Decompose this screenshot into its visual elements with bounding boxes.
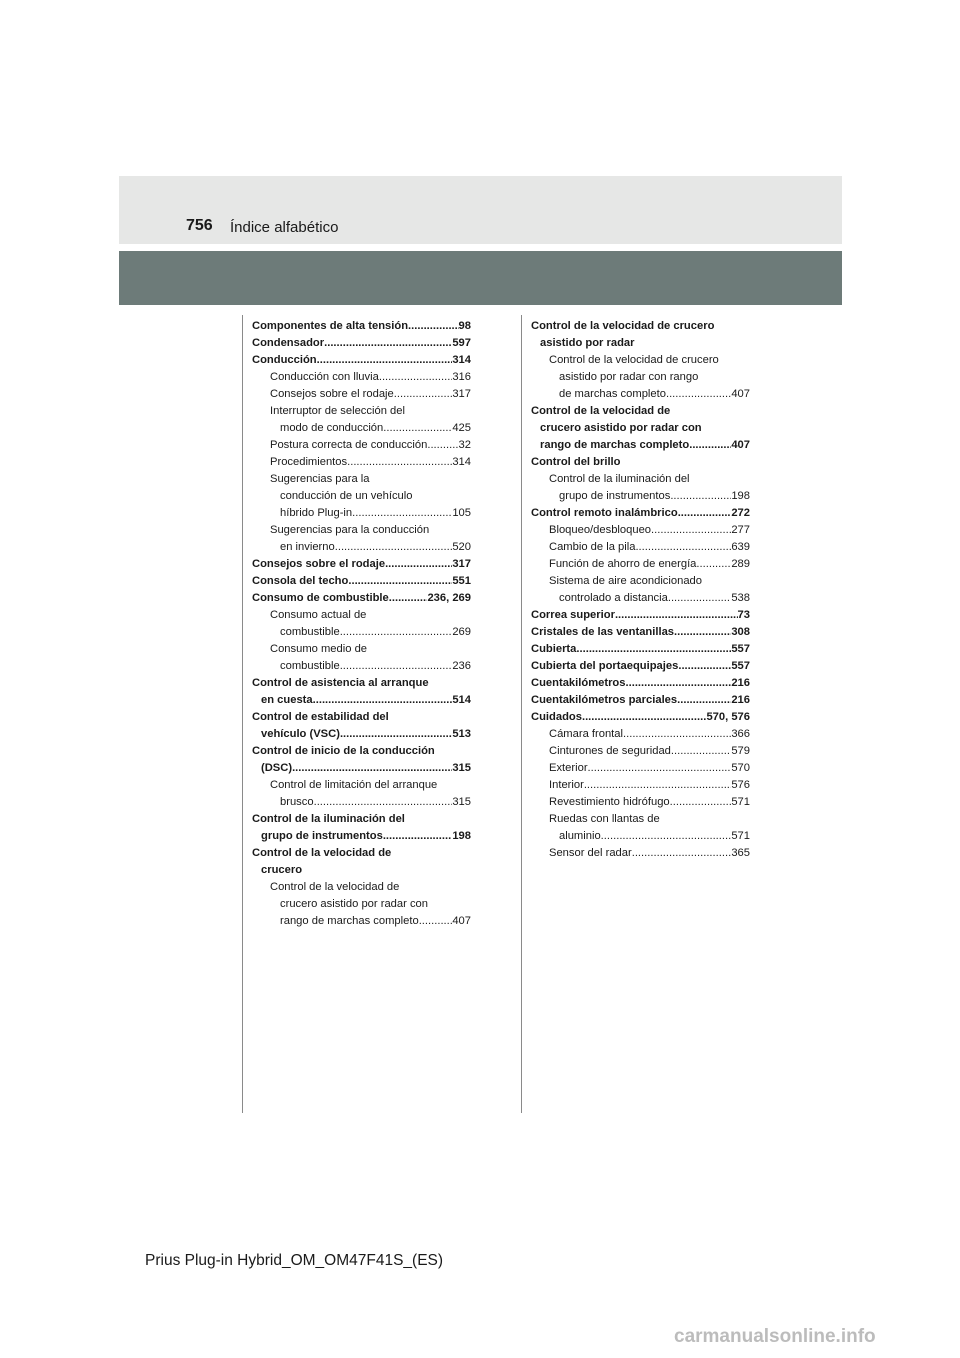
index-entry (252, 658, 471, 675)
dot-leader (389, 590, 428, 607)
index-entry-text: Cuidados (531, 711, 582, 723)
index-entry: conducción de un vehículo (280, 490, 413, 502)
index-entry: Control de la velocidad de (252, 847, 392, 859)
index-entry (531, 828, 750, 845)
index-entry-text: en cuesta (261, 694, 313, 706)
index-entry-text: en invierno (280, 541, 335, 553)
index-entry: Control de la velocidad de crucero (549, 354, 719, 366)
index-entry-page: 571 (731, 796, 750, 808)
index-entry (531, 539, 750, 556)
dot-leader (601, 828, 732, 845)
dot-leader (678, 505, 732, 522)
index-entry-page: 98 (458, 320, 471, 332)
left-column-rule (242, 315, 243, 1113)
index-entry-text: Control remoto inalámbrico (531, 507, 678, 519)
index-entry-text: aluminio (559, 830, 601, 842)
index-entry (252, 318, 471, 335)
index-entry (252, 386, 471, 403)
index-entry-page: 277 (731, 524, 750, 536)
dot-leader (677, 692, 731, 709)
index-entry-page: 407 (731, 388, 750, 400)
dot-leader (635, 539, 731, 556)
index-entry: crucero (261, 864, 303, 876)
dot-leader (379, 369, 452, 386)
index-entry-page: 514 (452, 694, 471, 706)
index-entry (252, 369, 471, 386)
index-entry-page: 579 (731, 745, 750, 757)
dot-leader (292, 760, 452, 777)
index-entry-page: 557 (731, 660, 750, 672)
index-entry (531, 709, 750, 726)
dot-leader (383, 420, 452, 437)
dot-leader (671, 743, 731, 760)
right-column-rule (521, 315, 522, 1113)
index-entry-page: 365 (731, 847, 750, 859)
index-entry-text: Cámara frontal (549, 728, 623, 740)
index-entry-text: brusco (280, 796, 314, 808)
index-entry-page: 236 (452, 660, 471, 672)
dot-leader (678, 658, 731, 675)
index-entry (531, 845, 750, 862)
index-entry-text: combustible (280, 626, 340, 638)
index-entry-page: 315 (452, 796, 471, 808)
dot-leader (670, 794, 732, 811)
index-entry (252, 539, 471, 556)
index-entry: Control de la velocidad de crucero (531, 320, 715, 332)
index-entry (531, 675, 750, 692)
header-band (119, 176, 842, 244)
index-entry-text: vehículo (VSC) (261, 728, 340, 740)
index-entry-text: Consejos sobre el rodaje (270, 388, 394, 400)
index-entry-page: 557 (731, 643, 750, 655)
index-entry-text: Cambio de la pila (549, 541, 636, 553)
index-entry-text: híbrido Plug-in (280, 507, 353, 519)
index-entry (252, 624, 471, 641)
index-entry-page: 425 (452, 422, 471, 434)
index-entry-page: 597 (452, 337, 471, 349)
index-entry: Control de la velocidad de (531, 405, 671, 417)
index-entry-page: 551 (452, 575, 471, 587)
index-entry (252, 692, 471, 709)
index-entry: Control de estabilidad del (252, 711, 389, 723)
header-dark-band (119, 251, 842, 305)
dot-leader (385, 556, 452, 573)
index-entry-page: 570, 576 (706, 711, 750, 723)
section-title: Índice alfabético (230, 219, 339, 236)
dot-leader (314, 794, 453, 811)
index-entry-page: 407 (731, 439, 750, 451)
index-entry: crucero asistido por radar con (540, 422, 702, 434)
index-entry-page: 317 (452, 388, 471, 400)
index-entry (252, 828, 471, 845)
index-entry-text: Condensador (252, 337, 325, 349)
index-entry-text: Procedimientos (270, 456, 348, 468)
index-entry-text: Exterior (549, 762, 588, 774)
index-entry (252, 437, 471, 454)
index-entry (252, 556, 471, 573)
dot-leader (419, 913, 453, 930)
dot-leader (674, 624, 731, 641)
index-entry-page: 407 (452, 915, 471, 927)
index-entry-text: Sensor del radar (549, 847, 632, 859)
index-entry-page: 272 (731, 507, 750, 519)
index-entry-text: Consumo de combustible (252, 592, 389, 604)
index-entry (531, 505, 750, 522)
index-entry-text: de marchas completo (559, 388, 666, 400)
dot-leader (324, 335, 452, 352)
index-entry-page: 105 (452, 507, 471, 519)
watermark: carmanualsonline.info (674, 1326, 876, 1347)
index-entry (531, 488, 750, 505)
dot-leader (335, 539, 453, 556)
dot-leader (632, 845, 732, 862)
index-entry-page: 570 (731, 762, 750, 774)
dot-leader (340, 726, 452, 743)
index-entry: Ruedas con llantas de (549, 813, 660, 825)
index-entry-page: 520 (452, 541, 471, 553)
index-column-left (252, 318, 471, 930)
footer-document-id: Prius Plug-in Hybrid_OM_OM47F41S_(ES) (145, 1252, 444, 1269)
index-entry: asistido por radar (540, 337, 635, 349)
index-entry-text: rango de marchas completo (280, 915, 419, 927)
dot-leader (394, 386, 453, 403)
index-entry-page: 308 (731, 626, 750, 638)
index-entry-page: 289 (731, 558, 750, 570)
dot-leader (670, 488, 731, 505)
index-entry (252, 335, 471, 352)
index-entry: Control de la velocidad de (270, 881, 400, 893)
index-entry-text: Bloqueo/desbloqueo (549, 524, 652, 536)
dot-leader (576, 641, 731, 658)
index-entry (252, 760, 471, 777)
index-entry (531, 794, 750, 811)
index-entry: Sugerencias para la conducción (270, 524, 430, 536)
index-entry-text: Interior (549, 779, 584, 791)
index-entry: Control de la iluminación del (252, 813, 405, 825)
index-entry (531, 726, 750, 743)
index-entry (531, 556, 750, 573)
index-entry-page: 571 (731, 830, 750, 842)
index-entry (531, 777, 750, 794)
index-entry-text: Cubierta (531, 643, 577, 655)
index-entry-text: Cuentakilómetros parciales (531, 694, 678, 706)
dot-leader (626, 675, 732, 692)
index-entry-text: Postura correcta de conducción (270, 439, 428, 451)
index-entry (252, 352, 471, 369)
index-entry (252, 726, 471, 743)
index-entry-text: Revestimiento hidrófugo (549, 796, 670, 808)
index-entry-text: rango de marchas completo (540, 439, 690, 451)
dot-leader (427, 437, 458, 454)
index-entry-text: Cuentakilómetros (531, 677, 626, 689)
index-entry (531, 437, 750, 454)
index-entry-text: combustible (280, 660, 340, 672)
index-entry (252, 505, 471, 522)
index-entry (531, 658, 750, 675)
index-entry-page: 73 (737, 609, 750, 621)
index-entry-text: Componentes de alta tensión (252, 320, 409, 332)
index-column-right (531, 318, 750, 862)
index-entry-page: 315 (452, 762, 471, 774)
index-entry: Consumo actual de (270, 609, 367, 621)
index-entry-text: modo de conducción (280, 422, 384, 434)
index-entry-text: grupo de instrumentos (559, 490, 671, 502)
index-entry-page: 32 (458, 439, 471, 451)
index-entry-page: 198 (731, 490, 750, 502)
index-entry-text: Cinturones de seguridad (549, 745, 671, 757)
index-entry: Sugerencias para la (270, 473, 370, 485)
index-entry-page: 513 (452, 728, 471, 740)
index-entry (531, 522, 750, 539)
index-entry-page: 366 (731, 728, 750, 740)
dot-leader (582, 709, 706, 726)
dot-leader (696, 556, 731, 573)
dot-leader (313, 692, 453, 709)
index-entry-page: 317 (452, 558, 471, 570)
index-entry-text: Conducción con lluvia (270, 371, 379, 383)
index-entry (252, 913, 471, 930)
index-entry-text: Correa superior (531, 609, 615, 621)
index-entry (252, 420, 471, 437)
index-entry (252, 590, 471, 607)
index-entry: Sistema de aire acondicionado (549, 575, 702, 587)
index-entry-text: Cubierta del portaequipajes (531, 660, 679, 672)
index-entry-page: 639 (731, 541, 750, 553)
index-entry: Control de inicio de la conducción (252, 745, 435, 757)
index-entry-page: 538 (731, 592, 750, 604)
index-entry: Control de asistencia al arranque (252, 677, 429, 689)
index-entry (531, 760, 750, 777)
dot-leader (668, 590, 731, 607)
dot-leader (623, 726, 731, 743)
dot-leader (588, 760, 732, 777)
index-entry-page: 269 (452, 626, 471, 638)
index-entry: Control de la iluminación del (549, 473, 690, 485)
index-entry (531, 692, 750, 709)
index-entry (252, 573, 471, 590)
index-entry-page: 236, 269 (427, 592, 471, 604)
dot-leader (352, 505, 452, 522)
dot-leader (615, 607, 738, 624)
index-entry (531, 624, 750, 641)
index-entry-page: 198 (452, 830, 471, 842)
index-entry-text: Cristales de las ventanillas (531, 626, 675, 638)
dot-leader (348, 573, 452, 590)
dot-leader (347, 454, 452, 471)
index-entry-page: 216 (731, 694, 750, 706)
dot-leader (383, 828, 453, 845)
index-entry: Interruptor de selección del (270, 405, 405, 417)
index-entry: asistido por radar con rango (559, 371, 699, 383)
dot-leader (651, 522, 731, 539)
index-entry (252, 794, 471, 811)
dot-leader (317, 352, 453, 369)
index-entry (531, 590, 750, 607)
index-entry: Control del brillo (531, 456, 621, 468)
index-entry (531, 607, 750, 624)
index-entry-page: 316 (452, 371, 471, 383)
index-entry: Control de limitación del arranque (270, 779, 438, 791)
index-entry-page: 314 (452, 354, 471, 366)
index-entry-page: 216 (731, 677, 750, 689)
index-entry-page: 576 (731, 779, 750, 791)
index-entry: Consumo medio de (270, 643, 368, 655)
dot-leader (340, 658, 453, 675)
index-entry-text: grupo de instrumentos (261, 830, 383, 842)
index-entry-text: Conducción (252, 354, 317, 366)
index-entry-text: (DSC) (261, 762, 293, 774)
dot-leader (689, 437, 731, 454)
dot-leader (584, 777, 732, 794)
index-entry-text: Consejos sobre el rodaje (252, 558, 386, 570)
page-number: 756 (186, 217, 213, 234)
dot-leader (408, 318, 459, 335)
index-entry-text: Consola del techo (252, 575, 349, 587)
dot-leader (340, 624, 453, 641)
index-entry (531, 743, 750, 760)
dot-leader (666, 386, 731, 403)
index-entry-text: Función de ahorro de energía (549, 558, 697, 570)
index-entry (531, 641, 750, 658)
index-entry (531, 386, 750, 403)
index-entry-text: controlado a distancia (559, 592, 668, 604)
index-entry-page: 314 (452, 456, 471, 468)
index-entry (252, 454, 471, 471)
index-entry: crucero asistido por radar con (280, 898, 428, 910)
